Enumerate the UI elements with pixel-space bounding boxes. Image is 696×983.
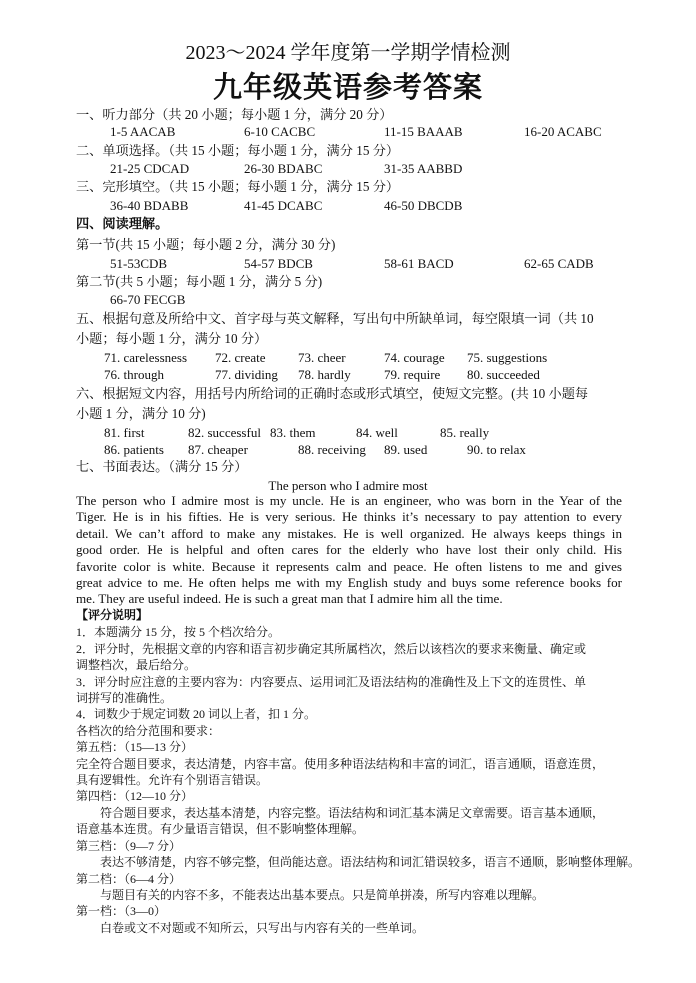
section-5-heading: 五、根据句意及所给中文、首字母与英文解释，写出句中所缺单词，每空限填一词（共 10 (76, 311, 594, 326)
essay-line: me. They are useful indeed. He is such a great man that I admire him all the time. (76, 591, 503, 607)
answer-group: 46-50 DBCDB (384, 198, 463, 213)
answer-group: 58-61 BACD (384, 256, 454, 271)
sample-essay (76, 493, 622, 608)
answer-word: 71. carelessness (104, 350, 188, 365)
answer-word: 74. courage (384, 350, 445, 365)
section-7-heading: 七、书面表达。（满分 15 分） (76, 459, 248, 474)
essay-line: The person who I admire most is my uncle. He is an engineer, who was born in the Year of the (76, 493, 622, 508)
answer-word: 72. create (215, 350, 266, 365)
section-4-heading: 四、阅读理解。 (76, 216, 169, 231)
answer-word: 87. cheaper (188, 442, 248, 457)
grade-4-text: 符合题目要求，表达基本清楚，内容完整。语法结构和词汇基本满足文章需要。语言基本通顺， (100, 805, 605, 820)
answer-group: 11-15 BAAAB (384, 124, 463, 139)
scoring-rule: 各档次的给分范围和要求： (76, 723, 221, 738)
scoring-notes (76, 607, 641, 936)
scoring-rule: 词拼写的准确性。 (76, 691, 173, 706)
answer-group: 54-57 BDCB (244, 256, 313, 271)
essay-line: great advice to me. He often helps me with my English study and buys some reference books for (76, 575, 622, 591)
answer-word: 77. dividing (215, 367, 278, 382)
grade-4-text: 语意基本连贯。有少量语言错误，但不影响整体理解。 (76, 822, 365, 837)
answer-word: 81. first (104, 425, 145, 440)
answer-group: 51-53CDB (110, 256, 168, 271)
answer-group: 62-65 CADB (524, 256, 594, 271)
answer-word: 76. through (104, 367, 164, 382)
scoring-rule: 2．评分时，先根据文章的内容和语言初步确定其所属档次，然后以该档次的要求来衡量、确定或 (76, 641, 587, 656)
section-6-heading-cont: 小题 1 分，满分 10 分) (76, 406, 206, 421)
scoring-rule: 4．词数少于规定词数 20 词以上者，扣 1 分。 (76, 707, 317, 722)
answer-word: 84. well (356, 425, 398, 440)
answer-word: 88. receiving (298, 442, 366, 457)
scoring-rule: 3．评分时应注意的主要内容为：内容要点、运用词汇及语法结构的准确性及上下文的连贯性、单 (76, 674, 587, 689)
answer-word: 78. hardly (298, 367, 351, 382)
answer-group: 16-20 ACABC (524, 124, 602, 139)
section-3-heading: 三、完形填空。（共 15 小题；每小题 1 分，满分 15 分） (76, 179, 400, 194)
grade-4-label: 第四档：（12—10 分） (76, 789, 194, 804)
section-2-heading: 二、单项选择。（共 15 小题；每小题 1 分，满分 15 分） (76, 143, 400, 158)
answer-word: 85. really (440, 425, 490, 440)
answer-word: 89. used (384, 442, 428, 457)
answer-group: 21-25 CDCAD (110, 161, 190, 176)
scoring-rule: 1．本题满分 15 分，按 5 个档次给分。 (76, 625, 281, 640)
essay-title: The person who I admire most (268, 478, 428, 493)
answer-word: 79. require (384, 367, 441, 382)
answer-word: 86. patients (104, 442, 164, 457)
section-6-heading: 六、根据短文内容，用括号内所给词的正确时态或形式填空，使短文完整。(共 10 小题每 (76, 386, 589, 401)
answer-group: 6-10 CACBC (244, 124, 316, 139)
section-4-part-1-heading: 第一节(共 15 小题；每小题 2 分，满分 30 分) (76, 237, 336, 252)
answer-word: 90. to relax (467, 442, 526, 457)
answer-word: 73. cheer (298, 350, 346, 365)
answer-word: 80. succeeded (467, 367, 540, 382)
answer-word: 75. suggestions (467, 350, 548, 365)
essay-line: favorite color is white. Because it represents calm and peace. He often listens to me and gives (76, 558, 622, 574)
grade-1-text: 白卷或文不对题或不知所云，只写出与内容有关的一些单词。 (100, 920, 425, 935)
section-4-part-2-heading: 第二节(共 5 小题；每小题 1 分，满分 5 分) (76, 274, 323, 289)
grade-5-text: 完全符合题目要求，表达清楚，内容丰富。使用多种语法结构和丰富的词汇，语言通顺，语意连贯， (76, 756, 605, 771)
grade-5-text: 具有逻辑性。允许有个别语言错误。 (76, 773, 269, 788)
answer-group: 41-45 DCABC (244, 198, 323, 213)
document-title: 九年级英语参考答案 (212, 72, 483, 104)
grade-2-text: 与题目有关的内容不多，不能表达出基本要点。只是简单拼凑，所写内容难以理解。 (100, 887, 545, 902)
section-1-heading: 一、听力部分（共 20 小题；每小题 1 分，满分 20 分） (76, 107, 393, 122)
answer-group: 31-35 AABBD (384, 161, 463, 176)
scoring-rule: 调整档次，最后给分。 (76, 658, 197, 673)
answer-group: 1-5 AACAB (110, 124, 176, 139)
answer-group: 26-30 BDABC (244, 161, 323, 176)
essay-line: Tiger. He is in his fifties. He is very serious. He thinks it’s necessary to pay attention to every (76, 509, 622, 525)
grade-5-label: 第五档：（15—13 分） (76, 740, 194, 755)
essay-line: detail. We can’t afford to make any mistakes. He is well organized. He always keeps things in (76, 525, 622, 541)
exam-title: 2023～2024 学年度第一学期学情检测 (185, 42, 511, 64)
essay-line: good order. He is helpful and often cares for the elderly who have lost their only child. His (76, 542, 622, 558)
answer-word: 82. successful (188, 425, 261, 440)
grade-3-label: 第三档：（9—7 分） (76, 838, 182, 853)
answer-group: 66-70 FECGB (110, 292, 186, 307)
grade-1-label: 第一档：（3—0） (76, 904, 167, 919)
grade-2-label: 第二档：（6—4 分） (76, 871, 182, 886)
section-5-heading-cont: 小题；每小题 1 分，满分 10 分） (76, 331, 268, 346)
grade-3-text: 表达不够清楚，内容不够完整，但尚能达意。语法结构和词汇错误较多，语言不通顺，影响整体理解。 (100, 855, 641, 870)
answer-word: 83. them (270, 425, 316, 440)
answer-group: 36-40 BDABB (110, 198, 189, 213)
scoring-heading: 【评分说明】 (76, 608, 149, 622)
